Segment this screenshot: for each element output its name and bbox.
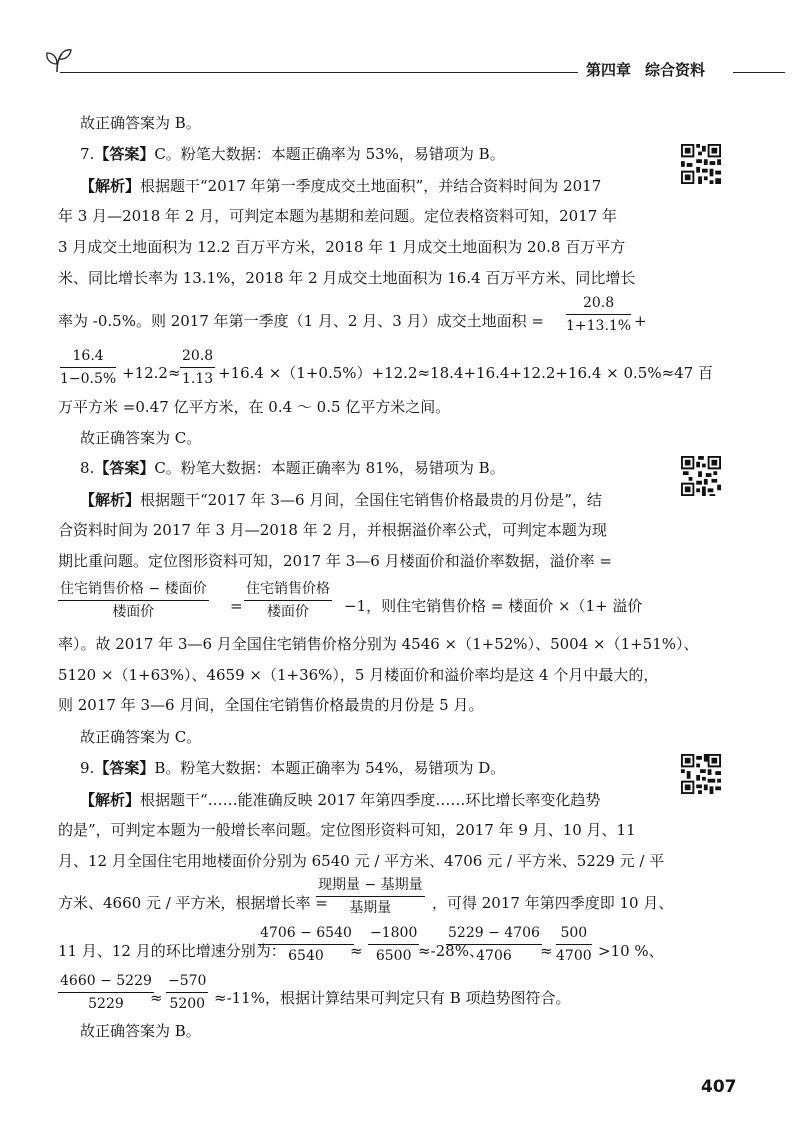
fraction: $\frac{-1800}{6500}$: [370, 925, 418, 964]
text-line: 率）。故 2017 年 3—6 月全国住宅销售价格分别为 4546 ×（1+52%）、5004 ×（1+51%）、: [58, 635, 699, 653]
text-line: 故正确答案为 C。: [80, 728, 202, 746]
text-line: 方米、4660 元 / 平方米，根据增长率 =: [58, 894, 328, 912]
chapter-label: 第四章: [586, 61, 632, 79]
text-line: 年 3 月—2018 年 2 月，可判定本题为基期和差问题。定位表格资料可知，2017 年: [58, 207, 618, 225]
text-line: ≈: [540, 942, 553, 960]
fraction: 现期量 − 基期量 基期量: [318, 877, 423, 916]
analysis-line: [80, 490, 602, 510]
text-line: 的是”，可判定本题为一般增长率问题。定位图形资料可知，2017 年 9 月、10 月、11: [58, 821, 636, 839]
answer-tag: 【答案】: [94, 459, 155, 477]
fraction: $\frac{500}{4700}$: [556, 925, 592, 964]
qr-code-icon[interactable]: [681, 144, 721, 184]
text-line: ≈-11%，根据计算结果可判定只有 B 项趋势图符合。: [214, 989, 571, 1007]
qr-code-icon[interactable]: [681, 754, 721, 794]
text-line: 故正确答案为 C。: [80, 429, 202, 447]
text-line: 合资料时间为 2017 年 3 月—2018 年 2 月，并根据溢价率公式，可判定本题为现: [58, 521, 607, 539]
answer-text: C。粉笔大数据：本题正确率为 81%，易错项为 B。: [154, 459, 505, 477]
chapter-title: 综合资料: [645, 61, 706, 79]
text-line: ≈-28%、: [418, 942, 484, 960]
text-line: 万平方米 =0.47 亿平方米，在 0.4 ～ 0.5 亿平方米之间。: [58, 398, 451, 416]
analysis-tag: 【解析】: [80, 177, 141, 195]
header-rule-left: [60, 72, 578, 73]
fraction: $\frac{20.8}{1+13.1\%}$: [566, 295, 632, 334]
text-line: 月、12 月全国住宅用地楼面价分别为 6540 元 / 平方米、4706 元 / 平方米、5229 元 / 平: [58, 852, 665, 870]
analysis-tag: 【解析】: [80, 491, 141, 509]
text-line: +: [634, 312, 647, 330]
running-header: [586, 59, 705, 80]
text-line: 则 2017 年 3—6 月间，全国住宅销售价格最贵的月份是 5 月。: [58, 696, 484, 714]
header-rule-right: [733, 72, 785, 73]
text-line: 期比重问题。定位图形资料可知，2017 年 3—6 月楼面价和溢价率数据，溢价率 =: [58, 552, 612, 570]
analysis-text: 根据题干“2017 年 3—6 月间，全国住宅销售价格最贵的月份是”，结: [140, 491, 602, 509]
analysis-line: [80, 790, 600, 810]
answer-line-q8: [80, 458, 505, 478]
text-line: 5120 ×（1+63%）、4659 ×（1+36%），5 月楼面价和溢价率均是这 4 个月中最大的，: [58, 666, 659, 684]
text-line: 率为 -0.5%。则 2017 年第一季度（1 月、2 月、3 月）成交土地面积 =: [58, 312, 544, 330]
text-line: 故正确答案为 B。: [80, 114, 201, 132]
analysis-tag: 【解析】: [80, 791, 141, 809]
answer-tag: 【答案】: [94, 145, 155, 163]
text-line: 故正确答案为 B。: [80, 1022, 201, 1040]
analysis-text: 根据题干“……能准确反映 2017 年第四季度……环比增长率变化趋势: [140, 791, 601, 809]
fraction: $\frac{4706 - 6540}{6540}$: [260, 925, 352, 964]
text-line: 3 月成交土地面积为 12.2 百万平方米，2018 年 1 月成交土地面积为 20.8 百万平方: [58, 238, 626, 256]
question-number: 8.: [80, 459, 95, 477]
text-line: +16.4 ×（1+0.5%）+12.2≈18.4+16.4+12.2+16.4 × 0.5%≈47 百: [218, 364, 713, 382]
text-line: ≈: [350, 942, 363, 960]
analysis-text: 根据题干“2017 年第一季度成交土地面积”，并结合资料时间为 2017: [140, 177, 602, 195]
answer-text: C。粉笔大数据：本题正确率为 53%，易错项为 B。: [154, 145, 505, 163]
text-line: ，可得 2017 年第四季度即 10 月、: [432, 894, 674, 912]
fraction: 住宅销售价格 楼面价: [246, 581, 330, 620]
answer-line-q7: [80, 144, 505, 164]
text-line: 11 月、12 月的环比增速分别为：: [58, 942, 286, 960]
answer-tag: 【答案】: [94, 759, 155, 777]
qr-code-icon[interactable]: [681, 456, 721, 496]
page-number: 407: [701, 1077, 737, 1097]
analysis-line: [80, 176, 601, 196]
text-line: +12.2≈: [122, 364, 181, 382]
fraction: $\frac{5229 - 4706}{4706}$: [448, 925, 540, 964]
fraction: $\frac{4660 - 5229}{5229}$: [60, 973, 152, 1012]
text-line: 米、同比增长率为 13.1%，2018 年 2 月成交土地面积为 16.4 百万平方米、同比增长: [58, 269, 636, 287]
fraction: $\frac{-570}{5200}$: [168, 973, 207, 1012]
answer-text: B。粉笔大数据：本题正确率为 54%，易错项为 D。: [154, 759, 506, 777]
question-number: 9.: [80, 759, 95, 777]
text-line: ≈: [150, 989, 163, 1007]
text-line: >10 %、: [598, 942, 664, 960]
fraction: $\frac{16.4}{1-0.5\%}$: [60, 348, 117, 387]
text-line: =: [230, 597, 243, 615]
text-line: −1，则住宅销售价格 = 楼面价 ×（1+ 溢价: [344, 597, 643, 615]
question-number: 7.: [80, 145, 95, 163]
fraction: $\frac{20.8}{1.13}$: [182, 348, 214, 387]
answer-line-q9: [80, 758, 505, 778]
leaf-sprout-icon: [40, 42, 74, 76]
fraction: 住宅销售价格 − 楼面价 楼面价: [60, 581, 207, 620]
